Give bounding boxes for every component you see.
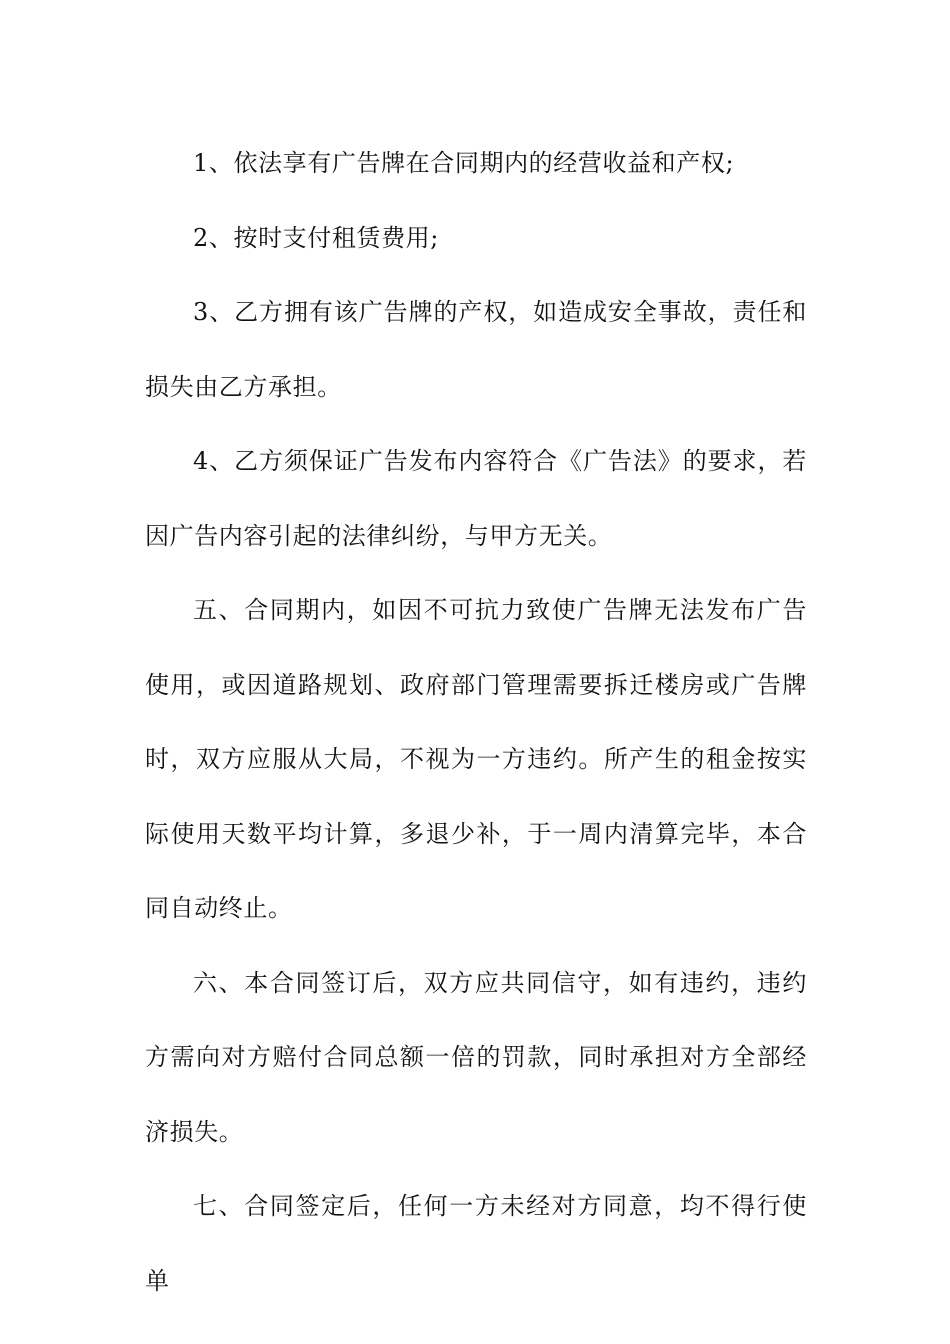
paragraph-section-five: 五、合同期内，如因不可抗力致使广告牌无法发布广告使用，或因道路规划、政府部门管理需要拆迁楼房或广告牌时，双方应服从大局，不视为一方违约。所产生的租金按实际使用天数平均计算，多退少补，于一周内清算完毕，本合同自动终止。 <box>145 596 807 922</box>
paragraph-clause-1: 1、依法享有广告牌在合同期内的经营收益和产权; <box>193 149 735 177</box>
paragraph-section-six: 六、本合同签订后，双方应共同信守，如有违约，违约方需向对方赔付合同总额一倍的罚款，同时承担对方全部经济损失。 <box>145 968 807 1146</box>
paragraph-clause-2: 2、按时支付租赁费用; <box>193 223 439 252</box>
paragraph-clause-4: 4、乙方须保证广告发布内容符合《广告法》的要求，若因广告内容引起的法律纠纷，与甲方无关。 <box>145 447 807 550</box>
paragraph-section-seven: 七、合同签定后，任何一方未经对方同意，均不得行使单 <box>145 1192 807 1295</box>
paragraph-clause-3: 3、乙方拥有该广告牌的产权，如造成安全事故，责任和损失由乙方承担。 <box>145 298 807 401</box>
document-body <box>145 126 807 1318</box>
